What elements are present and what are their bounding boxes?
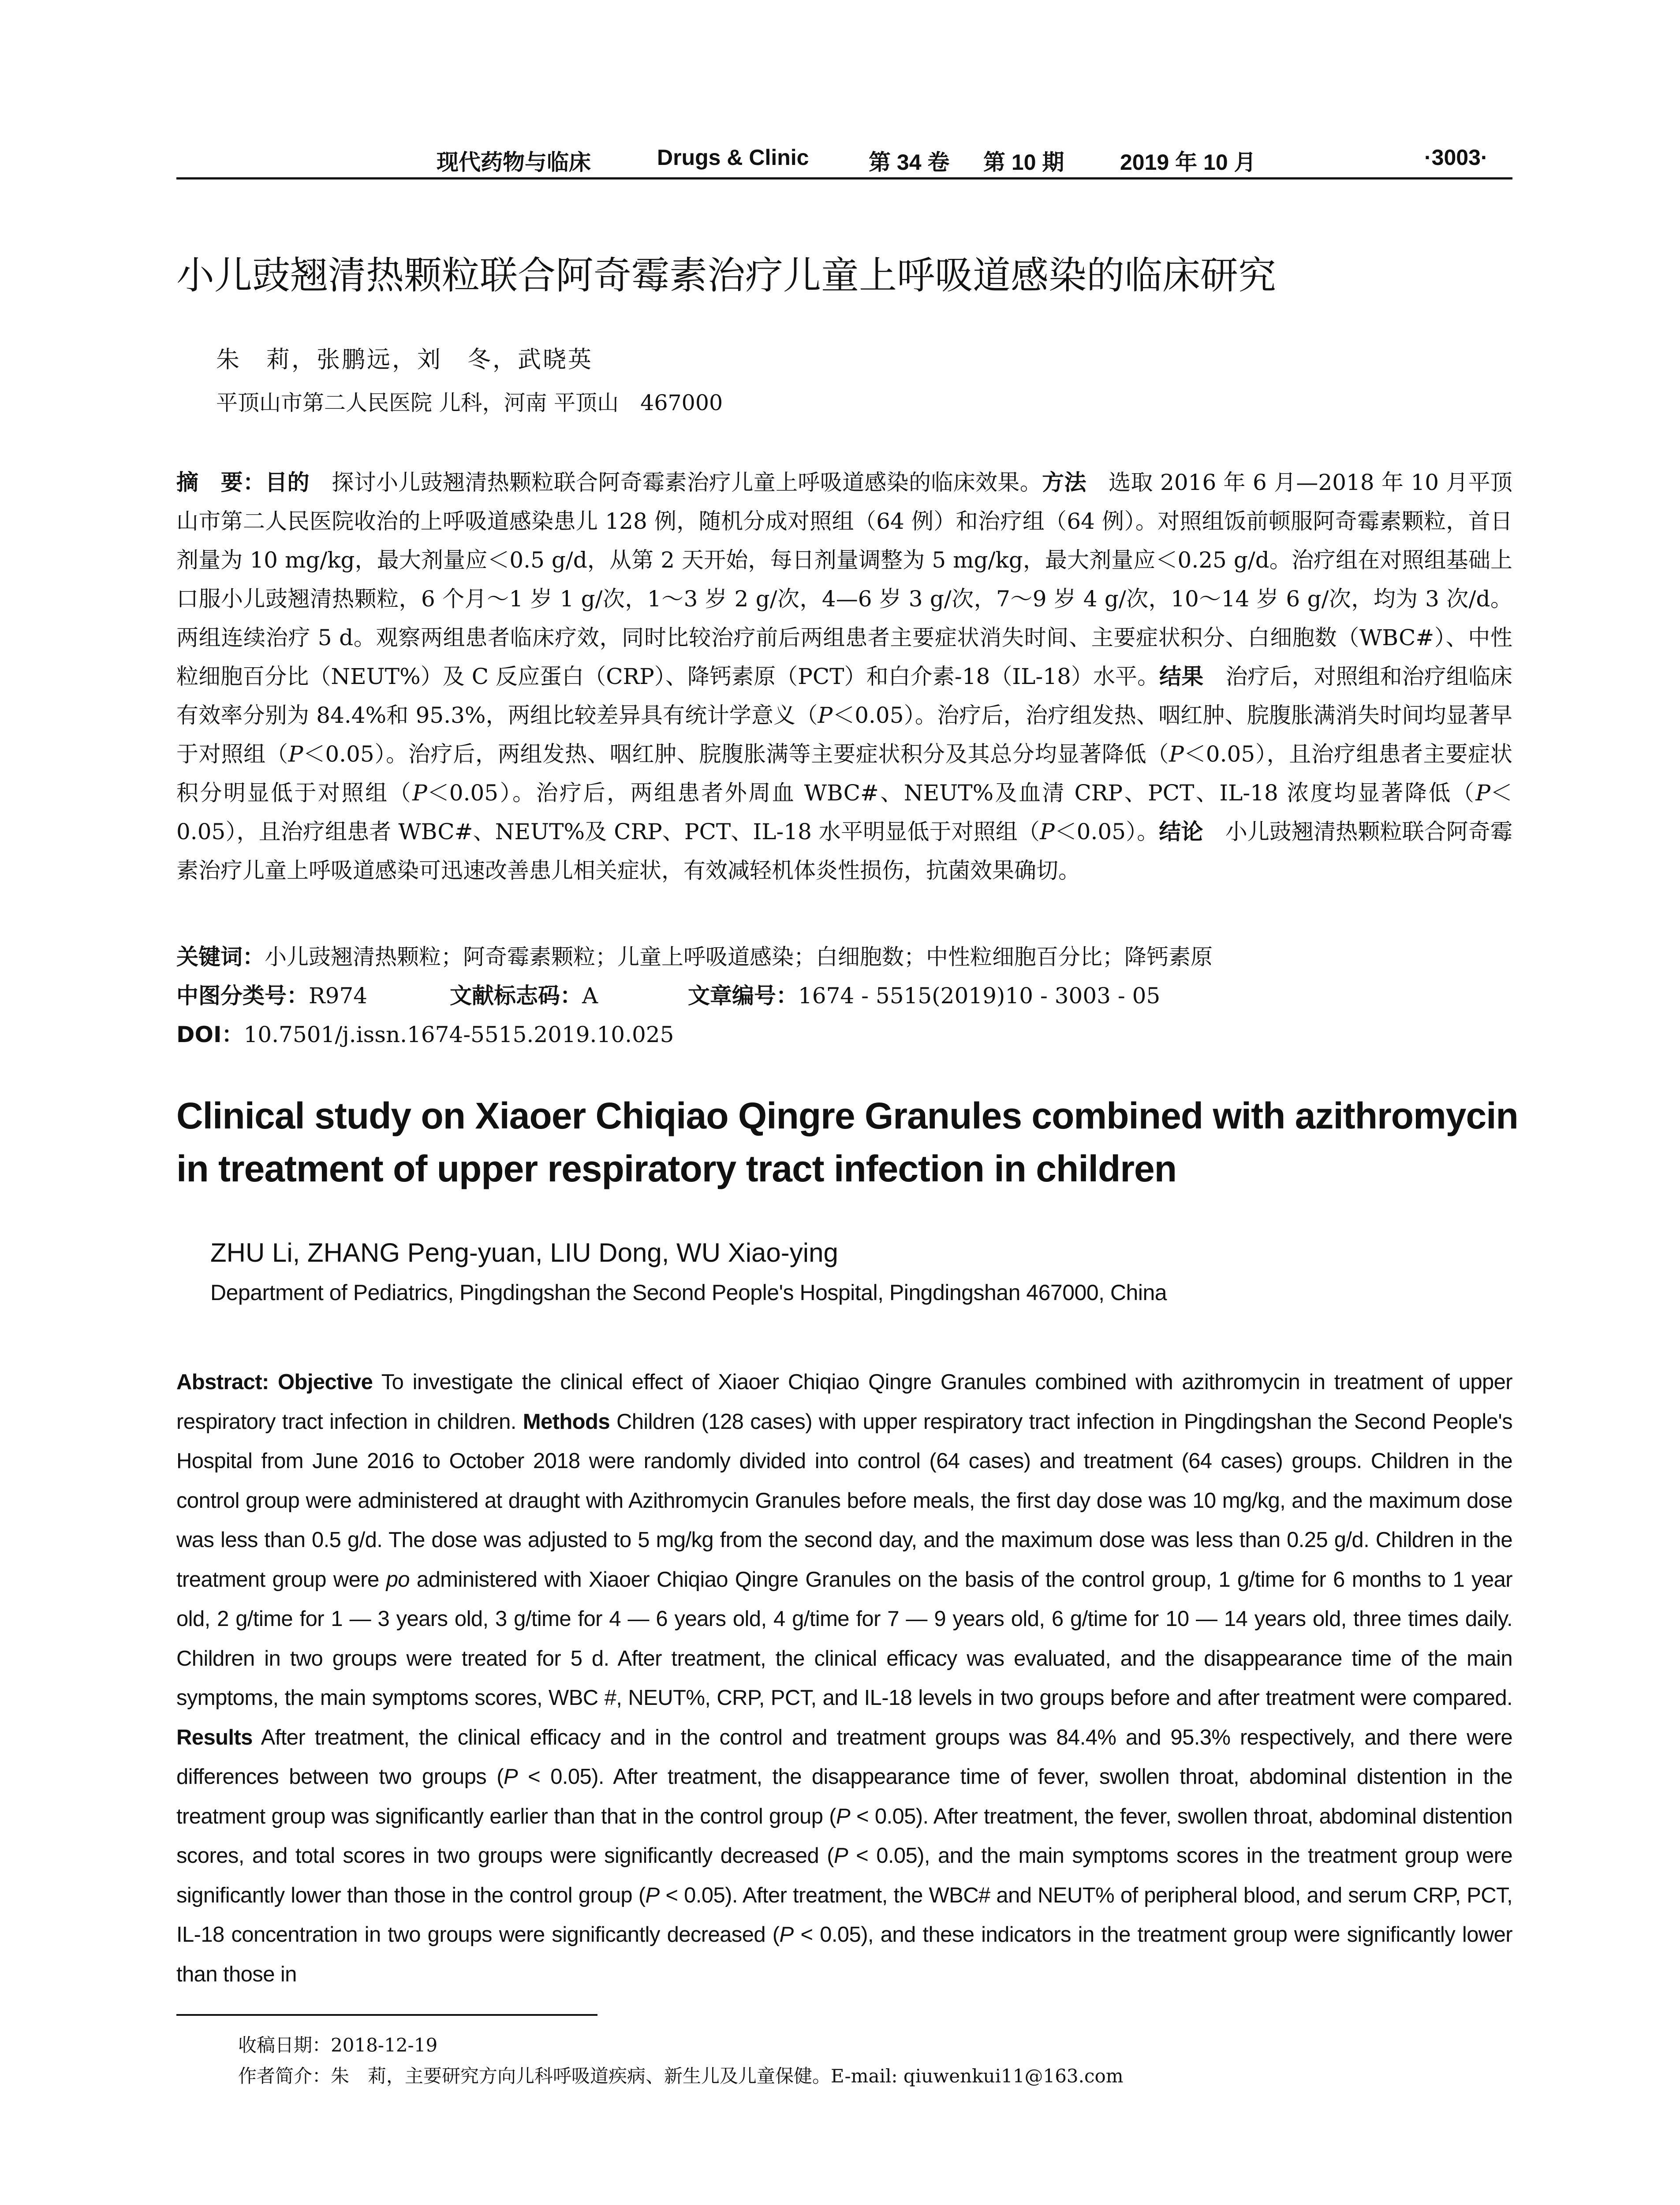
objective-text-cn: 探讨小儿豉翘清热颗粒联合阿奇霉素治疗儿童上呼吸道感染的临床效果。 (310, 470, 1042, 495)
p-value-symbol: P (1475, 780, 1490, 806)
p-value-symbol: P (833, 1844, 848, 1868)
results-text-en: < 0.05). After treatment, the disappearance time of fever, swollen throat, abdominal distention in the treatment group was significantly earlier than that in the control group ( (176, 1765, 1512, 1828)
keywords: 小儿豉翘清热颗粒；阿奇霉素颗粒；儿童上呼吸道感染；白细胞数；中性粒细胞百分比；降钙素原 (265, 944, 1213, 970)
results-text-cn: ＜0.05）。治疗后，两组发热、咽红肿、脘腹胀满等主要症状积分及其总分均显著降低（ (303, 741, 1169, 767)
journal-name-en: Drugs & Clinic (657, 145, 809, 170)
doi: 10.7501/j.issn.1674-5515.2019.10.025 (243, 1022, 674, 1047)
affiliation-en: Department of Pediatrics, Pingdingshan the Second People's Hospital, Pingdingshan 467000, China (210, 1280, 1167, 1305)
p-value-symbol: P (1169, 741, 1184, 767)
p-value-symbol: P (779, 1923, 794, 1947)
results-text-cn: 治疗后，对照组和治疗组临床有效率分别为 84.4%和 95.3%，两组比较差异具有统计学意义（ (176, 664, 1513, 728)
results-text-en: < 0.05). After treatment, the fever, swollen throat, abdominal distention scores, and total scores in two groups were significantly decreased ( (176, 1804, 1512, 1868)
authors-en: ZHU Li, ZHANG Peng-yuan, LIU Dong, WU Xiao-ying (210, 1238, 838, 1267)
journal-name-cn: 现代药物与临床 (437, 149, 591, 175)
footnote-author-bio (238, 2062, 1124, 2088)
methods-text-en: Children (128 cases) with upper respiratory tract infection in Pingdingshan the Second People's Hospital from June 2016 to October 2018 were randomly divided into control (64 cases) and treatment (64 cases) groups. Children in the control group were administered at draught with Azithromycin Granules before meals, the first day dose was 10 mg/kg, and the maximum dose was less than 0.5 g/d. The dose was adjusted to 5 mg/kg from the second day, and the maximum dose was less than 0.25 g/d. Children in the treatment group were (176, 1409, 1512, 1592)
footnote-received (238, 2031, 437, 2057)
issue-date: 2019 年 10 月 (1120, 150, 1256, 175)
footnote-rule (176, 2014, 597, 2016)
results-text-cn: ＜0.05）。治疗后，治疗组发热、咽红肿、脘腹胀满消失时间均显著早于对照组（ (176, 703, 1512, 767)
article-number: 1674 - 5515(2019)10 - 3003 - 05 (798, 983, 1161, 1009)
results-text-en: < 0.05), and these indicators in the treatment group were significantly lower than those in (176, 1923, 1513, 1986)
conclusion-text-cn: 小儿豉翘清热颗粒联合阿奇霉素治疗儿童上呼吸道感染可迅速改善患儿相关症状，有效减轻机体炎性损伤，抗菌效果确切。 (176, 819, 1513, 883)
running-header (176, 141, 1512, 176)
header-rule (176, 177, 1512, 179)
authors-cn: 朱 莉，张鹏远，刘 冬，武晓英 (216, 346, 593, 373)
objective-label-en: Objective (278, 1370, 373, 1394)
results-text-en: < 0.05), and the main symptoms scores in the treatment group were significantly lower than those in the control group ( (176, 1844, 1512, 1907)
volume: 第 34 卷 (869, 150, 950, 175)
methods-label-cn: 方法 (1042, 470, 1086, 495)
methods-label-en: Methods (523, 1409, 610, 1434)
keywords-line (176, 939, 1512, 971)
objective-label-cn: 目的 (265, 470, 310, 495)
bio-label: 作者简介： (238, 2065, 331, 2087)
article-title-en: Clinical study on Xiaoer Chiqiao Qingre Granules combined with azithromycin in treatment of upper respiratory tract infection in children (176, 1095, 1518, 1189)
methods-text-cn: 选取 2016 年 6 月—2018 年 10 月平顶山市第二人民医院收治的上呼吸道感染患儿 128 例，随机分成对照组（64 例）和治疗组（64 例）。对照组饭前顿服阿奇霉素颗粒，首日剂量为 10 mg/kg，最大剂量应＜0.5 g/d，从第 2 天开始，每日剂量调整为 5 mg/kg，最大剂量应＜0.25 g/d。治疗组在对照组基础上口服小儿豉翘清热颗粒，6 个月～1 岁 1 g/次，1～3 岁 2 g/次，4—6 岁 3 g/次，7～9 岁 4 g/次，10～14 岁 6 g/次，均为 3 次/d。两组连续治疗 5 d。观察两组患者临床疗效，同时比较治疗前后两组患者主要症状消失时间、主要症状积分、白细胞数（WBC#）、中性粒细胞百分比（NEUT%）及 C 反应蛋白（CRP）、降钙素原（PCT）和白介素-18（IL-18）水平。 (176, 470, 1513, 689)
results-text-cn: ＜0.05）。治疗后，两组患者外周血 WBC#、NEUT%及血清 CRP、PCT、IL-18 浓度均显著降低（ (427, 780, 1476, 806)
keywords-label: 关键词： (176, 944, 265, 970)
p-value-symbol: P (836, 1804, 851, 1828)
abstract-en (176, 1363, 1512, 1994)
article-number-label: 文章编号： (688, 983, 798, 1009)
doc-code-label: 文献标志码： (450, 983, 582, 1009)
doi-line (176, 1017, 1512, 1049)
affiliation-cn: 平顶山市第二人民医院 儿科，河南 平顶山 467000 (216, 390, 723, 415)
clc-label: 中图分类号： (176, 983, 309, 1009)
abstract-label-cn: 摘 要： (176, 470, 265, 495)
po-abbrev: po (386, 1567, 410, 1592)
results-text-cn: ＜0.05），且治疗组患者 WBC#、NEUT%及 CRP、PCT、IL-18 水平明显低于对照组（ (176, 780, 1512, 845)
abstract-label-en: Abstract: (176, 1370, 269, 1394)
page-number: ·3003· (1424, 145, 1488, 170)
p-value-symbol: P (412, 780, 427, 806)
conclusion-label-cn: 结论 (1159, 819, 1203, 845)
results-text-cn: ＜0.05），且治疗组患者主要症状积分明显低于对照组（ (176, 741, 1513, 806)
received-date: 2018-12-19 (331, 2034, 438, 2056)
p-value-symbol: P (503, 1765, 518, 1789)
abstract-cn (176, 463, 1512, 890)
p-value-symbol: P (645, 1883, 660, 1907)
issue: 第 10 期 (983, 150, 1064, 175)
received-label: 收稿日期： (238, 2034, 331, 2056)
classification-line (176, 978, 1512, 1010)
article-title-cn: 小儿豉翘清热颗粒联合阿奇霉素治疗儿童上呼吸道感染的临床研究 (176, 254, 1276, 298)
p-value-symbol: P (288, 741, 303, 767)
bio-text: 朱 莉，主要研究方向儿科呼吸道疾病、新生儿及儿童保健。E-mail: qiuwenkui11@163.com (331, 2065, 1124, 2087)
p-value-symbol: P (1040, 819, 1055, 845)
results-text-en: < 0.05). After treatment, the WBC# and NEUT% of peripheral blood, and serum CRP, PCT, IL-18 concentration in two groups were significantly decreased ( (176, 1883, 1513, 1947)
results-label-cn: 结果 (1159, 664, 1204, 689)
results-text-en: After treatment, the clinical efficacy and in the control and treatment groups was 84.4% and 95.3% respectively, and there were differences between two groups ( (176, 1725, 1512, 1789)
methods-text-en: administered with Xiaoer Chiqiao Qingre Granules on the basis of the control group, 1 g/time for 6 months to 1 year old, 2 g/time for 1 — 3 years old, 3 g/time for 4 — 6 years old, 4 g/time for 7 — 9 years old, 6 g/time for 10 — 14 years old, three times daily. Children in two groups were treated for 5 d. After treatment, the clinical efficacy was evaluated, and the disappearance time of the main symptoms, the main symptoms scores, WBC #, NEUT%, CRP, PCT, and IL-18 levels in two groups before and after treatment were compared. (176, 1567, 1512, 1710)
clc-code: R974 (309, 983, 368, 1009)
objective-text-en: To investigate the clinical effect of Xiaoer Chiqiao Qingre Granules combined with azithromycin in treatment of upper respiratory tract infection in children. (176, 1370, 1513, 1434)
results-label-en: Results (176, 1725, 253, 1749)
doi-label: DOI： (176, 1022, 244, 1047)
p-value-symbol: P (818, 703, 833, 728)
results-text-cn: ＜0.05）。 (1054, 819, 1159, 845)
doc-code: A (582, 983, 598, 1009)
